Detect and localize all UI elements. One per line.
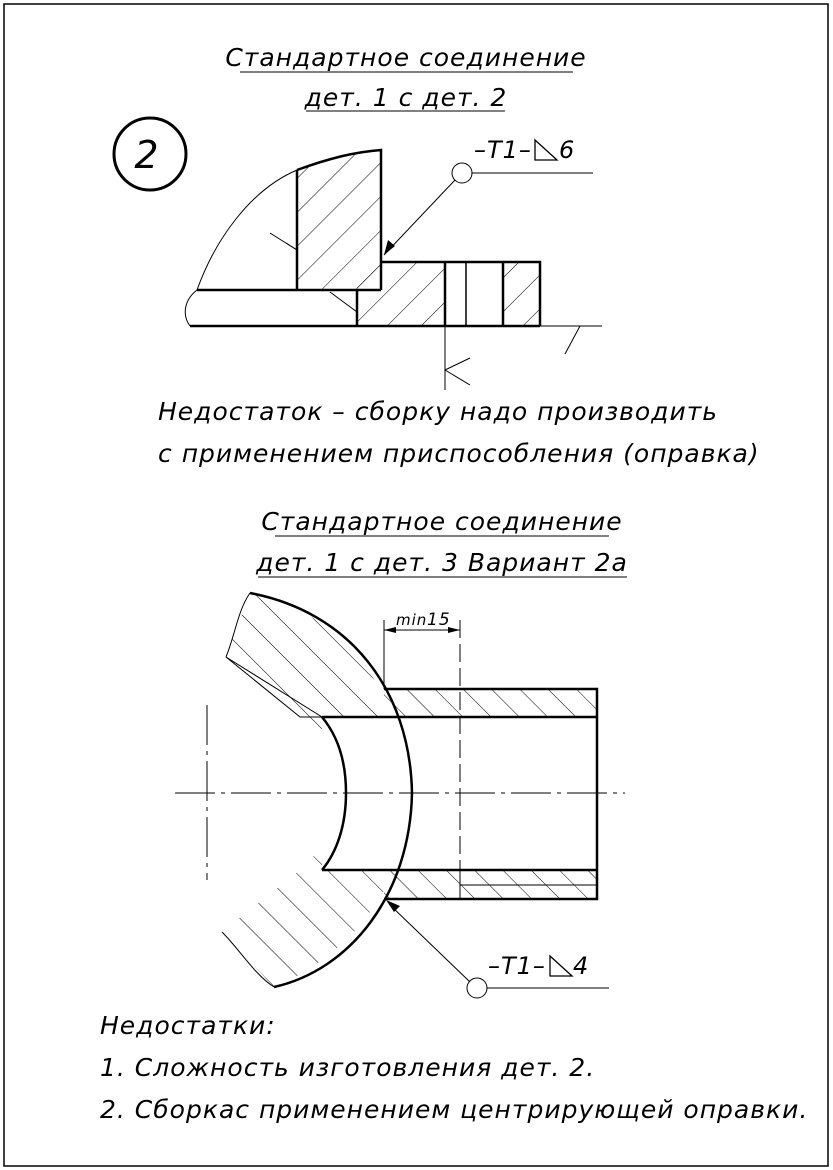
bottom-fillet-weld-icon [550,956,572,976]
top-title-line2: дет. 1 с дет. 2 [304,83,508,112]
top-weld-symbol: –T1– [474,136,532,164]
top-title-line1: Стандартное соединение [225,43,587,72]
top-joint-drawing [185,150,602,390]
dim-value-label: 15 [427,610,451,630]
drawback-1: 1. Сложность изготовления дет. 2. [100,1053,596,1082]
top-note-line1: Недостаток – сборку надо производить [158,397,719,426]
drawback-2: 2. Сборкас применением центрирующей оправки. [100,1095,809,1124]
drawbacks-heading: Недостатки: [100,1011,276,1040]
sheet-frame [4,4,828,1166]
top-weld-leg: 6 [559,136,576,164]
bottom-joint-drawing [175,593,625,998]
section-number-badge [114,118,186,190]
bottom-title-line1: Стандартное соединение [261,507,623,536]
dim-min-label: min [396,611,428,629]
bottom-title-line2: дет. 1 с дет. 3 Вариант 2а [256,548,628,577]
top-note-line2: с применением приспособления (оправка) [158,439,760,468]
bottom-weld-symbol: –T1– [488,952,546,980]
badge-number: 2 [134,133,160,177]
bottom-weld-leg: 4 [573,952,590,980]
top-fillet-weld-icon [535,140,557,160]
